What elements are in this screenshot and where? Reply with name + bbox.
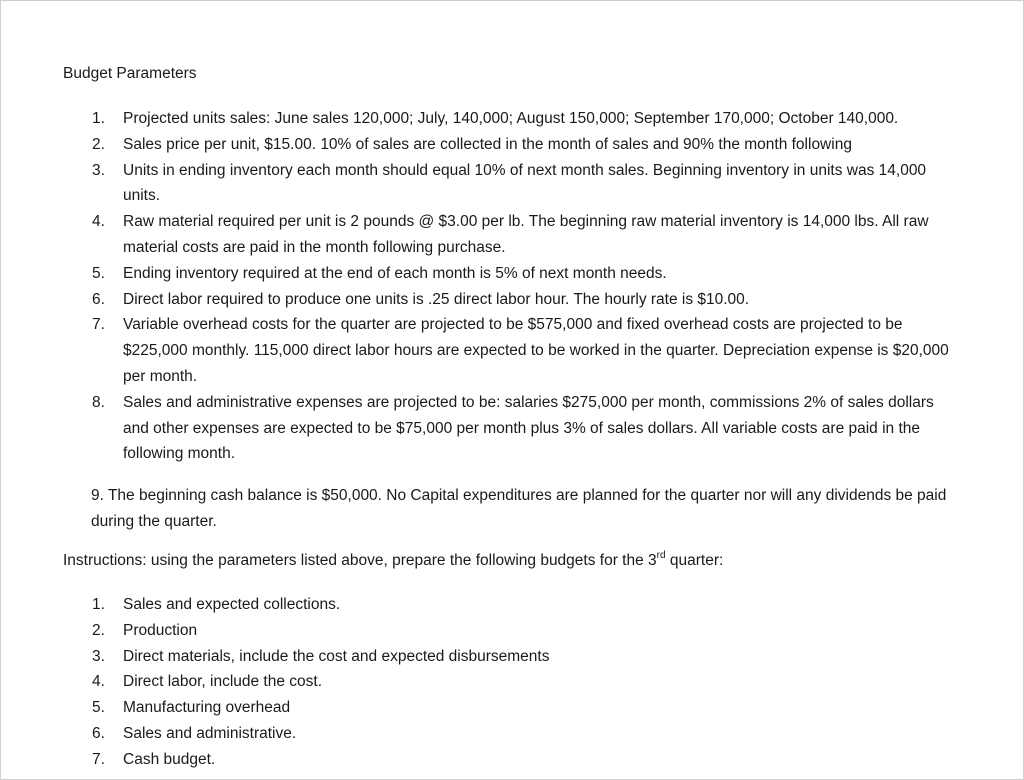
task-item	[81, 721, 961, 747]
task-text: Cash budget.	[123, 750, 216, 768]
document-heading: Budget Parameters	[63, 65, 197, 82]
task-number: 2.	[92, 621, 105, 639]
parameter-number: 4.	[92, 213, 105, 231]
task-number: 1.	[92, 596, 105, 613]
instructions-text	[63, 551, 983, 571]
task-number: 7.	[92, 750, 105, 768]
task-text: Direct labor, include the cost.	[123, 673, 323, 691]
parameter-number: 8.	[92, 393, 105, 411]
parameter-item	[81, 390, 961, 467]
budget-parameters-list	[81, 106, 961, 467]
parameter-number: 3.	[92, 161, 105, 179]
parameter-text: Raw material required per unit is 2 pounds @ $3.00 per lb. The beginning raw material inventory is 14,000 lbs. All raw material costs are paid in the month following purchase.	[123, 213, 929, 256]
parameter-text: Projected units sales: June sales 120,000; July, 140,000; August 150,000; September 170,000; October 140,000.	[123, 110, 899, 127]
parameter-item	[81, 158, 961, 210]
task-item	[81, 669, 961, 695]
task-item	[81, 747, 961, 773]
task-item	[81, 644, 961, 670]
parameter-item	[81, 261, 961, 287]
parameter-item	[81, 312, 961, 389]
parameter-number: 6.	[92, 290, 105, 308]
parameter-item	[81, 287, 961, 313]
parameter-text: Direct labor required to produce one units is .25 direct labor hour. The hourly rate is $10.00.	[123, 290, 750, 308]
instructions-superscript: rd	[656, 549, 666, 561]
parameter-text: Ending inventory required at the end of each month is 5% of next month needs.	[123, 264, 667, 282]
task-text: Sales and administrative.	[123, 724, 297, 742]
instructions-suffix: quarter:	[665, 552, 724, 569]
parameter-item	[81, 132, 961, 158]
parameter-text: Sales price per unit, $15.00. 10% of sales are collected in the month of sales and 90% the month following	[123, 135, 852, 153]
task-number: 3.	[92, 647, 105, 665]
task-item	[81, 592, 961, 618]
parameter-item	[81, 209, 961, 261]
parameter-text: Sales and administrative expenses are projected to be: salaries $275,000 per month, commissions 2% of sales dollars and other expenses are expected to be $75,000 per month plus 3% of sales dollars. All variable costs are paid in the following month.	[123, 393, 934, 463]
task-text: Manufacturing overhead	[123, 699, 291, 717]
task-text: Production	[123, 621, 198, 639]
parameter-number: 2.	[92, 135, 105, 153]
task-text: Sales and expected collections.	[123, 596, 341, 613]
instructions-prefix: Instructions: using the parameters listed above, prepare the following budgets for the 3	[63, 552, 657, 569]
parameter-number: 5.	[92, 264, 105, 282]
task-text: Direct materials, include the cost and expected disbursements	[123, 647, 550, 665]
parameter-item-9: 9. The beginning cash balance is $50,000. No Capital expenditures are planned for the quarter nor will any dividends be paid during the quarter.	[91, 487, 947, 530]
task-item	[81, 695, 961, 721]
task-number: 5.	[92, 699, 105, 717]
parameter-text: Variable overhead costs for the quarter are projected to be $575,000 and fixed overhead costs are projected to be $225,000 monthly. 115,000 direct labor hours are expected to be worked in the quarter. Depreciation expense is $20,000 per month.	[123, 316, 949, 385]
task-number: 6.	[92, 724, 105, 742]
task-number: 4.	[92, 673, 105, 691]
budget-tasks-list	[81, 592, 961, 773]
parameter-number: 7.	[92, 316, 105, 334]
task-item	[81, 618, 961, 644]
parameter-number: 1.	[92, 110, 105, 127]
parameter-item	[81, 106, 961, 132]
parameter-text: Units in ending inventory each month should equal 10% of next month sales. Beginning inventory in units was 14,000 units.	[123, 161, 927, 205]
